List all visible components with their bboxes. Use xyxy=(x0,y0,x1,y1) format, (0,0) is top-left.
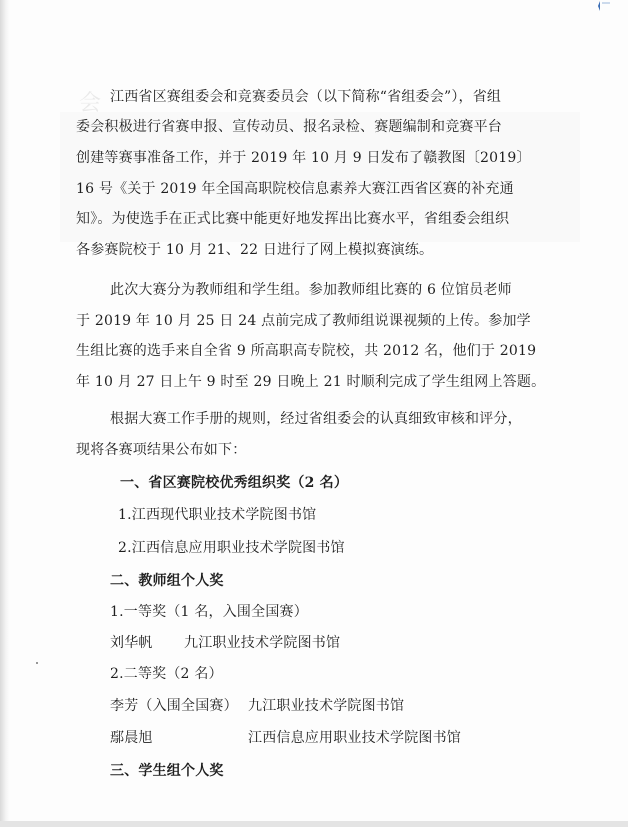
second-prize-name: 鄢晨旭 xyxy=(110,730,153,746)
first-prize-name: 刘华帆 xyxy=(110,635,153,651)
paragraph-2-line: 生组比赛的选手来自全省 9 所高职高专院校，共 2012 名，他们于 2019 xyxy=(76,343,537,359)
paragraph-1-line: 16 号《关于 2019 年全国高职院校信息素养大赛江西省区赛的补充通 xyxy=(76,181,514,197)
paragraph-3-line: 现将各赛项结果公布如下： xyxy=(76,442,247,458)
section-1-item: 1.江西现代职业技术学院图书馆 xyxy=(118,507,317,523)
section-1-item: 2.江西信息应用职业技术学院图书馆 xyxy=(118,540,345,556)
paragraph-1-line: 创建等赛事准备工作，并于 2019 年 10 月 9 日发布了赣教图〔2019〕 xyxy=(76,150,531,166)
section-2-heading: 二、教师组个人奖 xyxy=(110,573,224,589)
paragraph-2-line: 此次大赛分为教师组和学生组。参加教师组比赛的 6 位馆员老师 xyxy=(110,282,512,298)
paragraph-1-line: 知》。为使选手在正式比赛中能更好地发挥出比赛水平，省组委会组织 xyxy=(76,211,510,227)
second-prize-org: 江西信息应用职业技术学院图书馆 xyxy=(248,730,461,746)
paragraph-1-line: 各参赛院校于 10 月 21、22 日进行了网上模拟赛演练。 xyxy=(76,242,434,258)
paragraph-2-line: 年 10 月 27 日上午 9 时至 29 日晚上 21 时顺利完成了学生组网上答题。 xyxy=(76,374,546,390)
paragraph-3-line: 根据大赛工作手册的规则，经过省组委会的认真细致审核和评分， xyxy=(110,411,522,427)
section-3-heading: 三、学生组个人奖 xyxy=(110,763,224,779)
second-prize-label: 2.二等奖（2 名） xyxy=(110,666,223,682)
second-prize-org: 九江职业技术学院图书馆 xyxy=(248,698,405,714)
bleed-through-mark: 会 xyxy=(79,91,102,116)
corner-arrow-icon xyxy=(598,0,612,12)
first-prize-label: 1.一等奖（1 名，入围全国赛） xyxy=(110,604,308,620)
scan-left-edge xyxy=(0,0,10,827)
section-1-heading: 一、省区赛院校优秀组织奖（2 名） xyxy=(120,475,349,491)
paragraph-1-line: 委会积极进行省赛申报、宣传动员、报名录检、赛题编制和竞赛平台 xyxy=(76,119,502,135)
scan-bottom-edge xyxy=(0,821,628,827)
scan-speck xyxy=(36,662,38,664)
second-prize-name: 李芳（入围全国赛） xyxy=(110,698,238,714)
paragraph-2-line: 于 2019 年 10 月 25 日 24 点前完成了教师组说课视频的上传。参加学 xyxy=(76,313,531,329)
paragraph-1-line: 江西省区赛组委会和竞赛委员会（以下简称“省组委会”），省组 xyxy=(110,89,502,105)
first-prize-org: 九江职业技术学院图书馆 xyxy=(184,635,341,651)
